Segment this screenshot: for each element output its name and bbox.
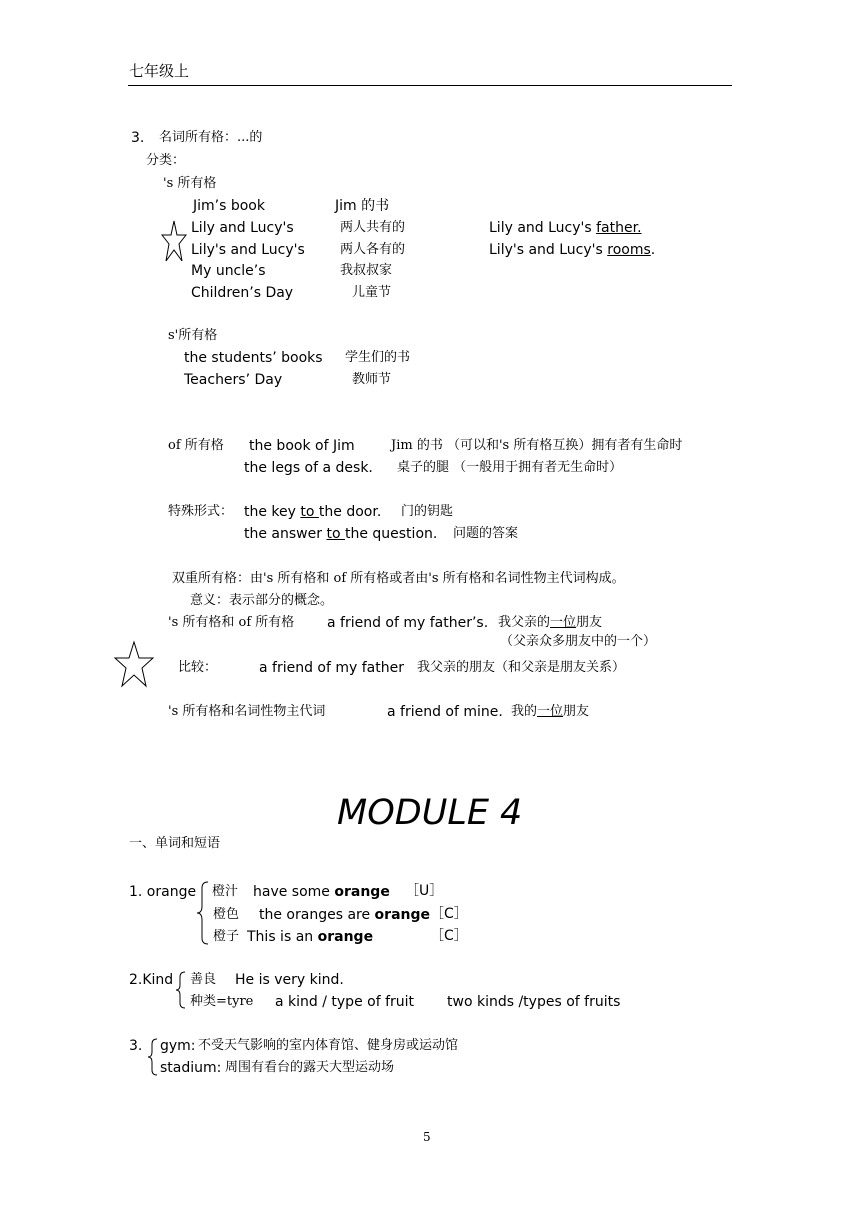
example-en: the book of Jim: [249, 438, 355, 454]
double-definition: 双重所有格：由's 所有格和 of 所有格或者由's 所有格和名词性物主代词构成。: [172, 571, 625, 586]
header-title: 七年级上: [129, 62, 190, 80]
example-en: the legs of a desk.: [244, 460, 373, 476]
example-en: Children’s Day: [191, 285, 294, 301]
category-label: 分类：: [146, 153, 186, 168]
example-cn: 学生们的书: [345, 350, 411, 365]
double-label: 's 所有格和名词性物主代词: [168, 704, 326, 719]
example-cn: Jim 的书: [335, 198, 390, 214]
example-cn: 两人各有的: [340, 242, 406, 257]
vocab-cn: 橙子: [213, 929, 240, 944]
vocab-word: gym:: [160, 1038, 196, 1054]
vocab-tag: ［C］: [430, 906, 468, 922]
double-meaning: 意义：表示部分的概念。: [190, 593, 334, 608]
brace-icon: [175, 970, 187, 1010]
example-en: a friend of my father: [259, 660, 404, 676]
example-cn: 我的一位朋友: [511, 704, 590, 719]
example-en: Lily and Lucy's: [191, 220, 294, 236]
example-en: Jim’s book: [193, 198, 265, 214]
example-en: a friend of mine.: [387, 704, 503, 720]
special-label: 特殊形式：: [168, 504, 234, 519]
example-cn: 教师节: [352, 372, 392, 387]
example-cn: 桌子的腿 （一般用于拥有者无生命时）: [397, 460, 623, 475]
vocab-tag: ［U］: [405, 883, 444, 899]
section-heading: 名词所有格：...的: [159, 130, 263, 145]
example-en: My uncle’s: [191, 263, 266, 279]
vocab-example: have some orange: [253, 884, 390, 900]
example-cn: 我父亲的一位朋友: [498, 615, 603, 630]
vocab-tag: ［C］: [430, 928, 468, 944]
vocab-cn: 种类=tyre: [190, 994, 254, 1009]
example-en: the key to the door.: [244, 504, 382, 520]
brace-icon: [196, 880, 210, 946]
example-cn: 儿童节: [352, 285, 392, 300]
example-en: the students’ books: [184, 350, 323, 366]
example-en: Lily's and Lucy's: [191, 242, 305, 258]
example-note: （父亲众多朋友中的一个）: [500, 634, 657, 649]
example-cn: 问题的答案: [453, 526, 519, 541]
example-cn: Jim 的书 （可以和's 所有格互换）拥有者有生命时: [391, 438, 683, 453]
example-cn: 我叔叔家: [340, 263, 393, 278]
page-number: 5: [423, 1130, 431, 1144]
example-sentence: Lily's and Lucy's rooms.: [489, 242, 656, 258]
section-number: 3.: [131, 130, 145, 146]
module-subtitle: 一、单词和短语: [129, 836, 221, 851]
vocab-example: This is an orange: [247, 929, 374, 945]
vocab-example: the oranges are orange: [259, 907, 430, 923]
header-divider: [128, 85, 732, 86]
of-label: of 所有格: [168, 438, 224, 453]
example-cn: 门的钥匙: [401, 504, 454, 519]
vocab-cn: 橙色: [213, 907, 240, 922]
vocab-word: stadium:: [160, 1060, 222, 1076]
s-apos-label: 's 所有格: [163, 176, 217, 191]
vocab-word: 2.Kind: [129, 972, 174, 988]
example-cn: 两人共有的: [340, 220, 406, 235]
double-label: 's 所有格和 of 所有格: [168, 615, 295, 630]
brace-icon: [147, 1037, 159, 1077]
vocab-word: 1. orange: [129, 884, 197, 900]
vocab-cn: 橙汁: [212, 884, 239, 899]
star-icon: [161, 220, 187, 262]
vocab-cn: 不受天气影响的室内体育馆、健身房或运动馆: [198, 1038, 459, 1053]
example-cn: 我父亲的朋友（和父亲是朋友关系）: [417, 660, 626, 675]
module-title: MODULE 4: [337, 793, 523, 833]
example-en: the answer to the question.: [244, 526, 438, 542]
vocab-example: He is very kind.: [235, 972, 344, 988]
s-only-label: s'所有格: [168, 328, 218, 343]
vocab-example: two kinds /types of fruits: [447, 994, 621, 1010]
example-sentence: Lily and Lucy's father.: [489, 220, 642, 236]
vocab-cn: 周围有看台的露天大型运动场: [225, 1060, 395, 1075]
vocab-cn: 善良: [190, 972, 217, 987]
star-icon: [113, 640, 155, 688]
vocab-example: a kind / type of fruit: [275, 994, 415, 1010]
example-en: a friend of my father’s.: [327, 615, 489, 631]
vocab-number: 3.: [129, 1038, 143, 1054]
compare-label: 比较：: [178, 660, 218, 675]
example-en: Teachers’ Day: [184, 372, 283, 388]
